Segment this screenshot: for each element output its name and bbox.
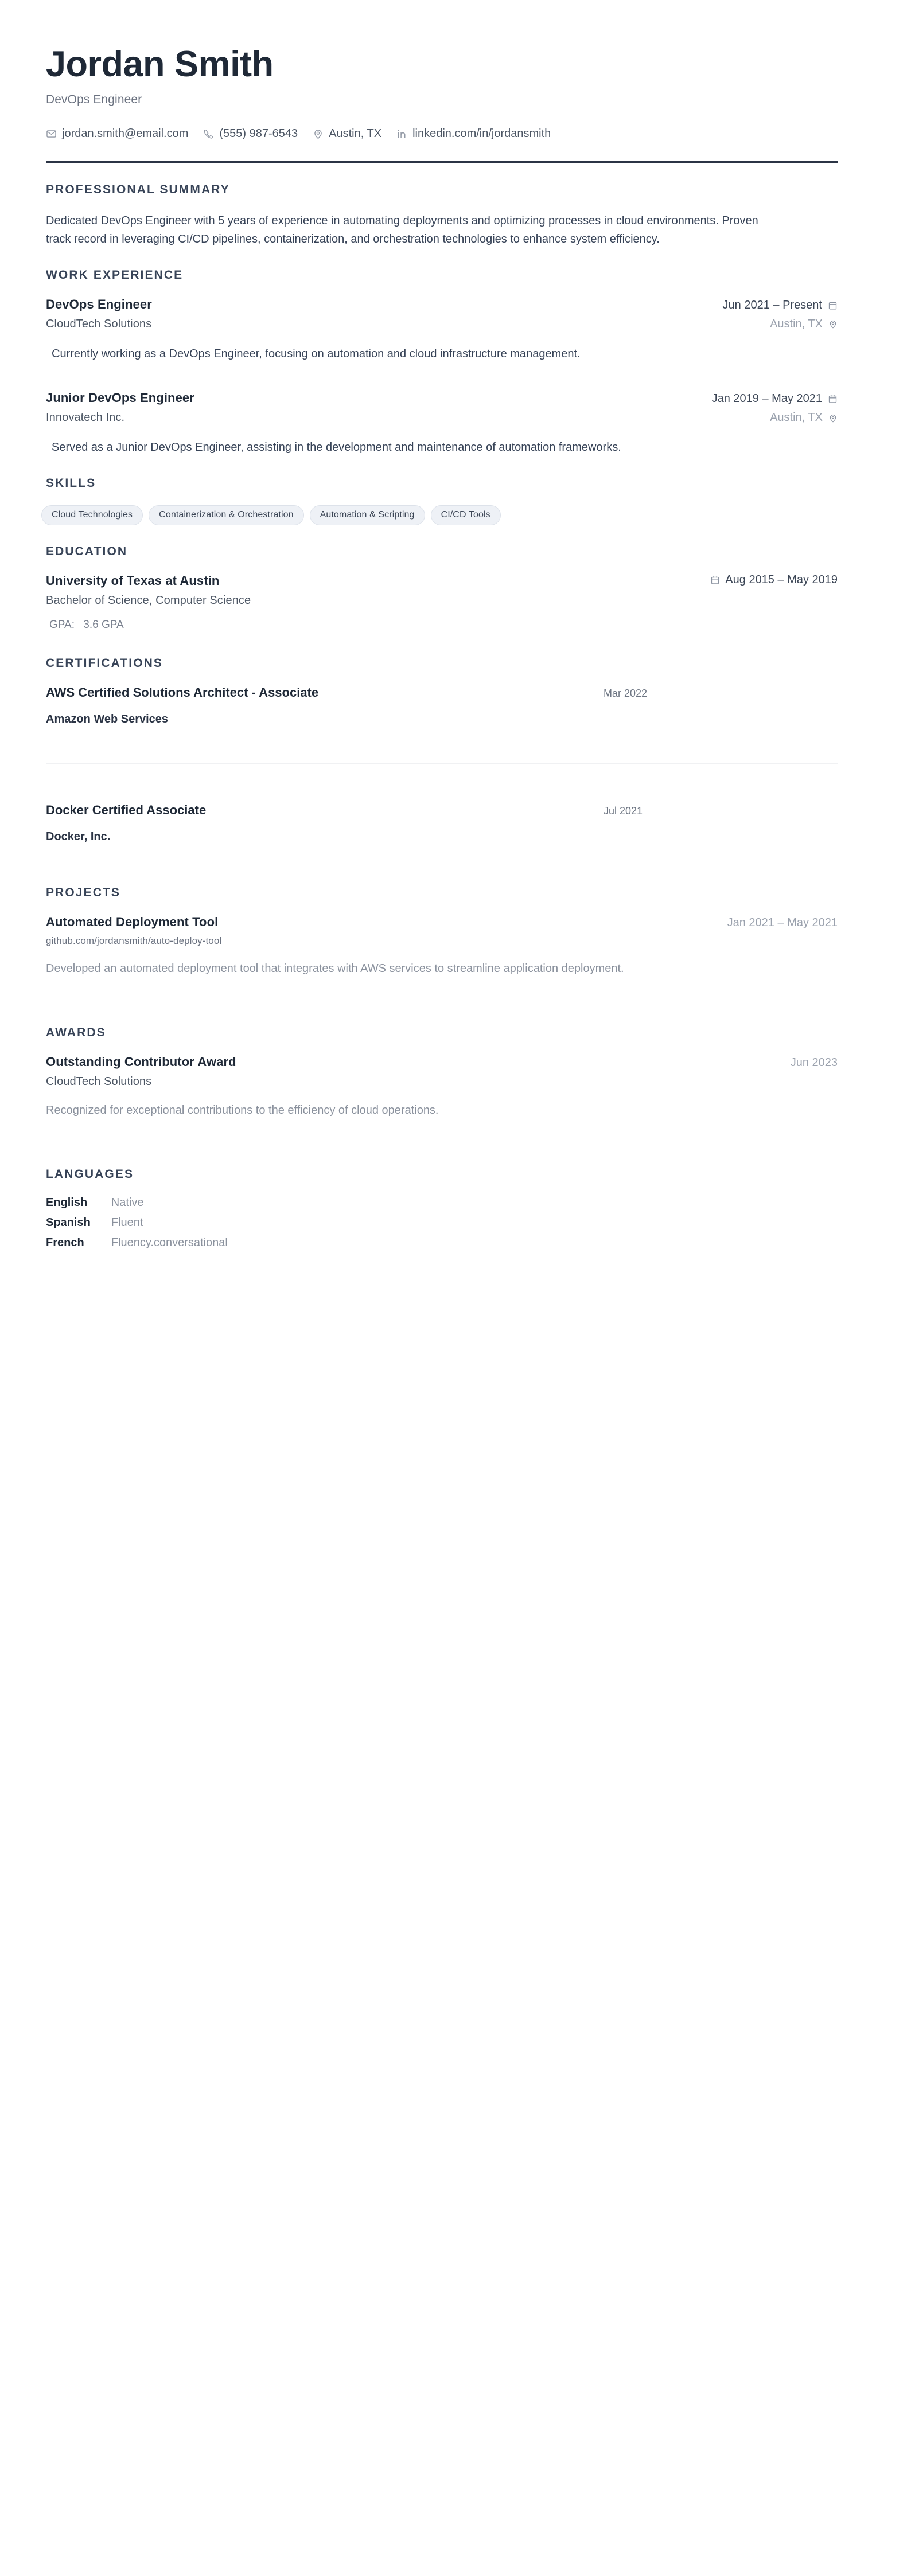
contact-linkedin-value: linkedin.com/in/jordansmith [412, 127, 551, 140]
calendar-icon [828, 394, 838, 404]
section-awards [46, 1006, 838, 1119]
spacer [46, 983, 838, 1006]
work-description: Served as a Junior DevOps Engineer, assisting in the development and maintenance of automation frameworks. [52, 441, 621, 454]
professional-headline: DevOps Engineer [46, 93, 142, 107]
work-location-value: Austin, TX [770, 317, 823, 330]
phone-icon [203, 128, 214, 139]
contact-location-value: Austin, TX [329, 127, 382, 140]
map-pin-icon [828, 413, 838, 423]
work-location-value: Austin, TX [770, 411, 823, 424]
award-entry-header [46, 1055, 838, 1070]
award-date [791, 1056, 838, 1070]
contact-phone-value: (555) 987-6543 [219, 127, 298, 140]
certification-entry [46, 685, 838, 726]
education-dates [710, 573, 838, 587]
certification-name: AWS Certified Solutions Architect - Associate [46, 685, 319, 700]
certification-entry [46, 803, 838, 844]
award-issuer: CloudTech Solutions [46, 1075, 152, 1088]
linkedin-icon [396, 128, 407, 139]
work-entry-subheader [46, 312, 838, 331]
work-entry-subheader [46, 405, 838, 424]
certification-issuer: Docker, Inc. [46, 830, 111, 843]
section-projects [46, 867, 838, 978]
calendar-icon [710, 575, 720, 585]
project-description: Developed an automated deployment tool that integrates with AWS services to streamline application deployment. [46, 962, 624, 975]
language-level: Native [111, 1196, 144, 1209]
work-entry-header [46, 297, 838, 312]
language-level: Fluency.conversational [111, 1236, 228, 1250]
resume-header [46, 45, 838, 163]
calendar-icon [828, 300, 838, 310]
language-level: Fluent [111, 1216, 143, 1230]
skill-pill[interactable]: CI/CD Tools [431, 505, 501, 525]
table-row [46, 1216, 228, 1236]
contact-location [313, 127, 381, 140]
project-dates [727, 916, 838, 930]
skills-pill-row [41, 505, 838, 525]
section-education [46, 525, 838, 631]
certification-main [46, 803, 604, 844]
section-certifications [46, 637, 838, 844]
award-date-value: Jun 2023 [790, 1056, 838, 1069]
section-work-experience [46, 249, 838, 457]
award-entry [46, 1055, 838, 1119]
section-title-skills: SKILLS [46, 476, 96, 490]
summary-text: Dedicated DevOps Engineer with 5 years of experience in automating deployments and optimizing processes in cloud environments. Proven track record in leveraging CI/CD pipelines, containerization, and orchestration technologies to enhance system efficiency. [46, 214, 758, 246]
table-row [46, 1196, 228, 1216]
contact-row [46, 127, 838, 140]
work-role: DevOps Engineer [46, 296, 152, 311]
work-dates [712, 392, 838, 405]
contact-phone[interactable] [203, 127, 298, 140]
section-skills [46, 457, 838, 525]
work-dates-value: Jun 2021 – Present [722, 298, 822, 311]
project-dates-value: Jan 2021 – May 2021 [727, 916, 838, 929]
education-school: University of Texas at Austin [46, 573, 220, 588]
work-location [770, 411, 838, 424]
map-pin-icon [313, 128, 324, 139]
envelope-icon [46, 128, 57, 139]
award-name: Outstanding Contributor Award [46, 1054, 236, 1069]
education-gpa-label: GPA: [49, 618, 75, 631]
section-languages [46, 1148, 838, 1256]
project-entry-header [46, 915, 838, 930]
work-dates-value: Jan 2019 – May 2021 [711, 392, 822, 405]
section-title-work: WORK EXPERIENCE [46, 268, 184, 282]
section-title-awards: AWARDS [46, 1025, 106, 1039]
work-location [770, 318, 838, 331]
project-link[interactable]: github.com/jordansmith/auto-deploy-tool [46, 935, 222, 946]
language-name: Spanish [46, 1216, 91, 1230]
contact-email[interactable] [46, 127, 188, 140]
project-name: Automated Deployment Tool [46, 914, 219, 929]
languages-table [46, 1196, 228, 1256]
education-gpa [46, 619, 838, 631]
contact-email-value: jordan.smith@email.com [62, 127, 189, 140]
work-description: Currently working as a DevOps Engineer, focusing on automation and cloud infrastructure management. [52, 347, 581, 360]
project-entry [46, 915, 838, 978]
certification-issuer: Amazon Web Services [46, 712, 169, 725]
section-professional-summary [46, 163, 838, 249]
certification-name: Docker Certified Associate [46, 802, 207, 817]
language-name: French [46, 1236, 84, 1250]
work-entry [46, 297, 838, 363]
page-title: Jordan Smith [46, 44, 274, 84]
work-company: CloudTech Solutions [46, 317, 152, 330]
certification-divider [46, 763, 838, 764]
certification-date: Mar 2022 [604, 687, 648, 699]
section-title-education: EDUCATION [46, 544, 128, 558]
section-title-projects: PROJECTS [46, 885, 120, 899]
section-title-summary: PROFESSIONAL SUMMARY [46, 183, 230, 197]
language-name: English [46, 1196, 88, 1209]
work-role: Junior DevOps Engineer [46, 391, 194, 405]
map-pin-icon [828, 319, 838, 329]
education-gpa-value: 3.6 GPA [83, 618, 124, 631]
award-description: Recognized for exceptional contributions to the efficiency of cloud operations. [46, 1103, 439, 1117]
education-dates-value: Aug 2015 – May 2019 [725, 573, 838, 586]
skill-pill[interactable]: Cloud Technologies [41, 505, 143, 525]
section-title-languages: LANGUAGES [46, 1168, 134, 1181]
skill-pill[interactable]: Containerization & Orchestration [149, 505, 303, 525]
certification-date: Jul 2021 [604, 805, 643, 817]
education-degree: Bachelor of Science, Computer Science [46, 594, 251, 607]
education-entry [46, 573, 838, 631]
spacer [46, 844, 838, 867]
work-entry-header [46, 391, 838, 405]
contact-linkedin[interactable] [396, 127, 551, 140]
education-entry-header [46, 573, 838, 588]
work-entry [46, 391, 838, 456]
work-company: Innovatech Inc. [46, 411, 125, 424]
work-dates [723, 299, 838, 312]
section-title-certifications: CERTIFICATIONS [46, 656, 163, 670]
spacer [46, 1125, 838, 1148]
skill-pill[interactable]: Automation & Scripting [310, 505, 425, 525]
certification-main [46, 685, 604, 726]
table-row [46, 1236, 228, 1256]
